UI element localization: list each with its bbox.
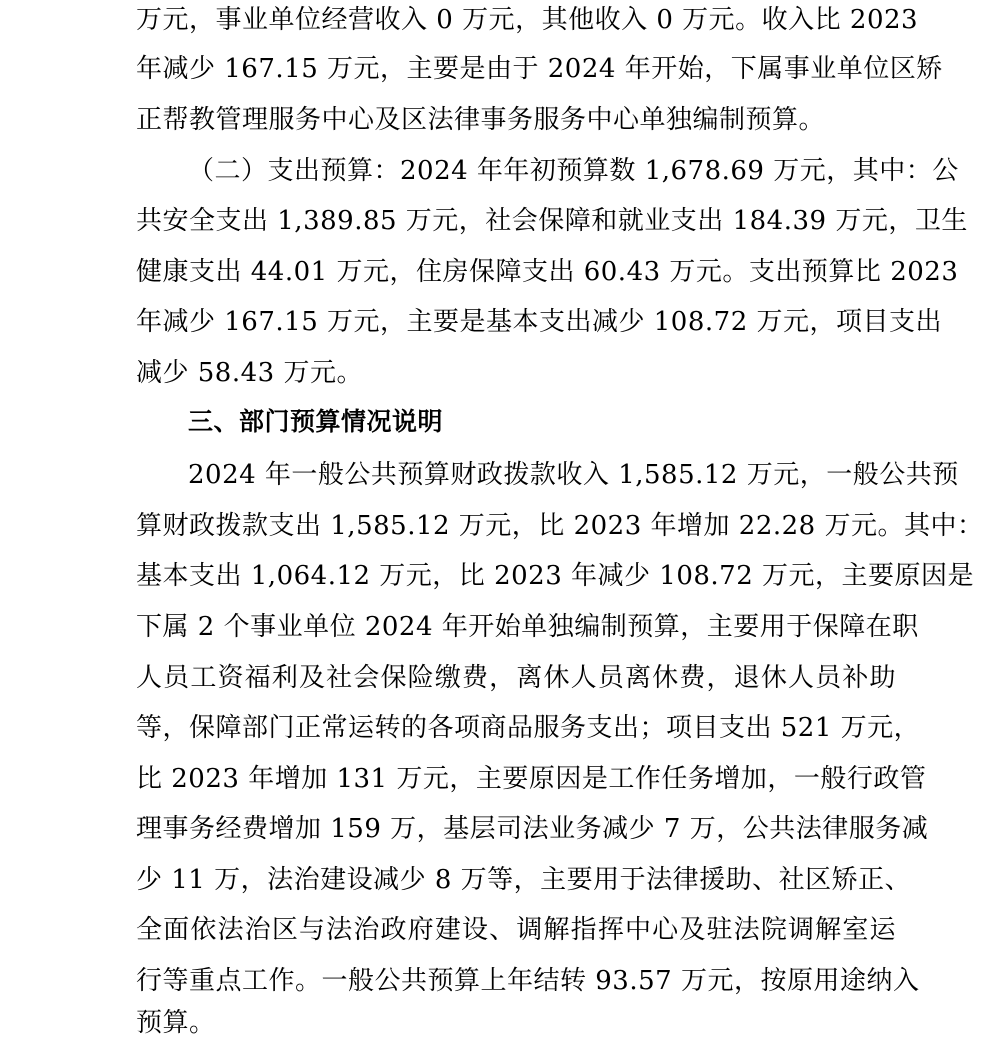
text-line: 下属 2 个事业单位 2024 年开始单独编制预算，主要用于保障在职 [136, 612, 919, 642]
text-line: 共安全支出 1,389.85 万元，社会保障和就业支出 184.39 万元，卫生 [136, 206, 968, 236]
text-line: 减少 58.43 万元。 [136, 358, 363, 388]
section-heading: 三、部门预算情况说明 [188, 407, 444, 436]
section-subtitle-expenditure: （二）支出预算：2024 年年初预算数 1,678.69 万元，其中：公 [188, 156, 959, 186]
text-line: 理事务经费增加 159 万，基层司法业务减少 7 万，公共法律服务减 [136, 814, 929, 844]
text-line: 正帮教管理服务中心及区法律事务服务中心单独编制预算。 [136, 105, 826, 135]
text-line: 2024 年一般公共预算财政拨款收入 1,585.12 万元，一般公共预 [188, 460, 959, 490]
text-line: 预算。 [136, 1008, 216, 1038]
text-line: 算财政拨款支出 1,585.12 万元，比 2023 年增加 22.28 万元。其中： [136, 511, 984, 541]
text-line: 健康支出 44.01 万元，住房保障支出 60.43 万元。支出预算比 2023 [136, 257, 959, 287]
text-line: 全面依法治区与法治政府建设、调解指挥中心及驻法院调解室运 [136, 915, 896, 945]
text-line: 基本支出 1,064.12 万元，比 2023 年减少 108.72 万元，主要原因是 [136, 561, 975, 591]
text-line: 年减少 167.15 万元，主要是由于 2024 年开始，下属事业单位区矫 [136, 54, 943, 84]
text-line: 行等重点工作。一般公共预算上年结转 93.57 万元，按原用途纳入 [136, 966, 920, 996]
text-line: 等，保障部门正常运转的各项商品服务支出；项目支出 521 万元， [136, 713, 921, 743]
text-line: 年减少 167.15 万元，主要是基本支出减少 108.72 万元，项目支出 [136, 307, 943, 337]
text-line: 人员工资福利及社会保险缴费，离休人员离休费，退休人员补助 [136, 663, 896, 693]
text-line: 比 2023 年增加 131 万元，主要原因是工作任务增加，一般行政管 [136, 764, 927, 794]
text-line: 少 11 万，法治建设减少 8 万等，主要用于法律援助、社区矫正、 [136, 865, 912, 895]
text-line: 万元，事业单位经营收入 0 万元，其他收入 0 万元。收入比 2023 [136, 5, 919, 35]
